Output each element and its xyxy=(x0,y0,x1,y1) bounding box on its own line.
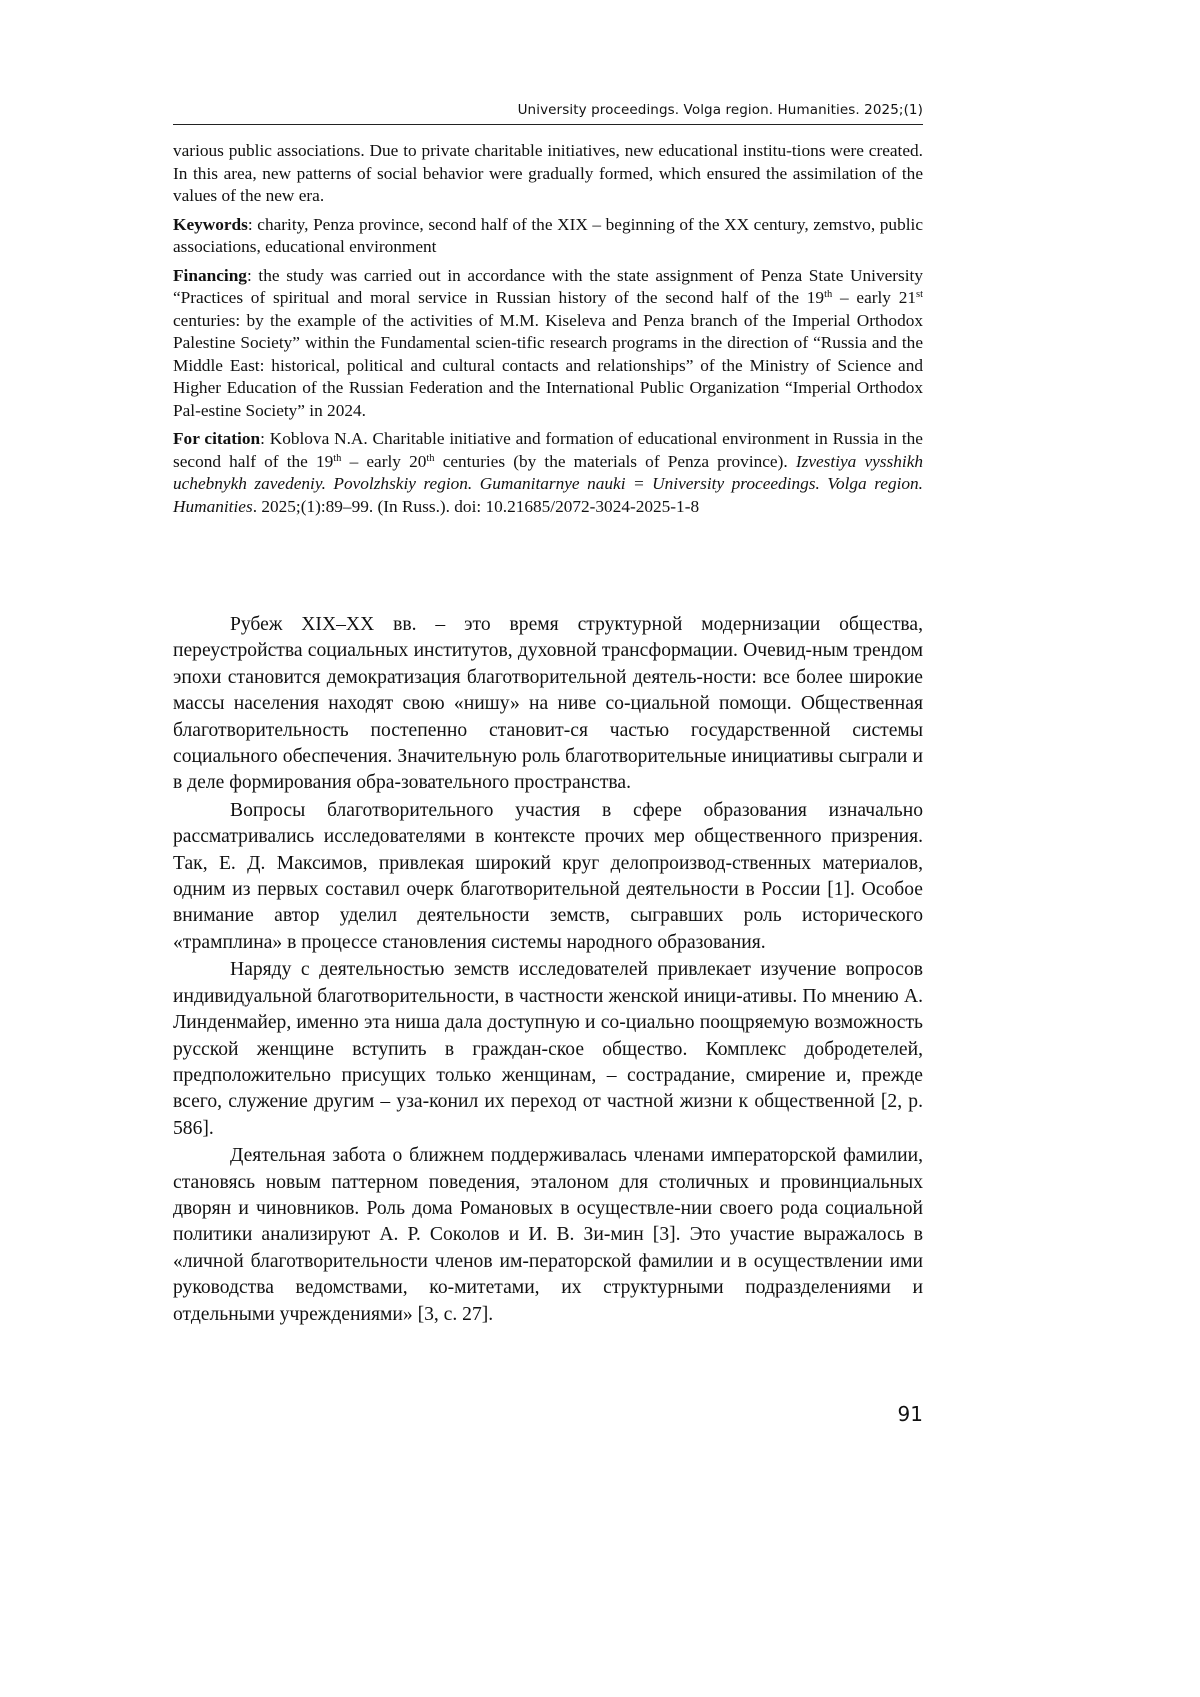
keywords-text: : charity, Penza province, second half of the XIX – beginning of the XX century, zemstvo, public associations, educational environment xyxy=(173,214,923,256)
journal-page xyxy=(173,0,923,1697)
financing-label: Financing xyxy=(173,265,247,285)
abstract-continuation: various public associations. Due to private charitable initiatives, new educational institu-tions were created. In this area, new patterns of social behavior were gradually formed, which ensured the assimilation of the values of the new era. xyxy=(173,141,923,205)
superscript: st xyxy=(916,289,924,300)
citation-text: – early 20 xyxy=(341,451,427,471)
superscript: th xyxy=(824,289,833,300)
body-paragraph: Деятельная забота о ближнем поддерживалась членами императорской фамилии, становясь новым паттерном поведения, эталоном для столичных и провинциальных дворян и чиновников. Роль дома Романовых в осуществле-нии своего рода социальной политики анализируют А. Р. Соколов и И. В. Зи-мин [3]. Это участие выражалось в «личной благотворительности членов им-ператорской фамилии и в осуществлении ими руководства ведомствами, ко-митетами, их структурными подразделениями и отдельными учреждениями» [3, с. 27]. xyxy=(173,1145,923,1325)
header-rule xyxy=(173,124,923,125)
superscript: th xyxy=(426,452,435,464)
financing-text: : the study was carried out in accordance with the state assignment of Penza State University “Practices of spiritual and moral service in Russian history of the second half of the 19 xyxy=(173,265,923,307)
body-paragraph: Рубеж XIX–XX вв. – это время структурной модернизации общества, переустройства социальных институтов, духовной трансформации. Очевид-ным трендом эпохи становится демократизация благотворительной деятель-ности: все более широкие массы населения находят свою «нишу» на ниве со-циальной помощи. Общественная благотворительность постепенно становит-ся частью государственной системы социального обеспечения. Значительную роль благотворительные инициативы сыграли и в деле формирования обра-зовательного пространства. xyxy=(173,614,923,794)
superscript: th xyxy=(333,452,342,464)
keywords-label: Keywords xyxy=(173,214,248,234)
citation-label: For citation xyxy=(173,429,261,448)
abstract-block xyxy=(173,140,923,524)
financing-text: centuries: by the example of the activities of M.M. Kiseleva and Penza branch of the Imperial Orthodox Palestine Society” within the Fundamental scien-tific research programs in the direction of “Russia and the Middle East: historical, political and cultural contacts and relationships” of the Ministry of Science and Higher Education of the Russian Federation and the International Public Organization “Imperial Orthodox Pal-estine Society” in 2024. xyxy=(173,310,923,420)
running-header: University proceedings. Volga region. Humanities. 2025;(1) xyxy=(517,102,923,118)
body-paragraph: Наряду с деятельностью земств исследователей привлекает изучение вопросов индивидуальной благотворительности, в частности женской иници-ативы. По мнению А. Линденмайер, именно эта ниша дала доступную и со-циально поощряемую возможность русской женщине вступить в граждан-ское общество. Комплекс добродетелей, предположительно присущих только женщинам, – сострадание, смирение и, прежде всего, служение другим – уза-конил их переход от частной жизни к общественной [2, р. 586]. xyxy=(173,959,923,1139)
financing-paragraph xyxy=(173,265,923,423)
citation-paragraph xyxy=(173,428,923,518)
citation-text: : Koblova N.A. Charitable initiative and formation of educational environment in Russia in the second half of the 19 xyxy=(173,429,923,471)
keywords-paragraph xyxy=(173,214,923,259)
financing-text: – early 21 xyxy=(832,288,916,307)
body-paragraph: Вопросы благотворительного участия в сфере образования изначально рассматривались исследователями в контексте прочих мер общественного призрения. Так, Е. Д. Максимов, привлекая широкий круг делопроизвод-ственных материалов, одним из первых составил очерк благотворительной деятельности в России [1]. Особое внимание автор уделил деятельности земств, сыгравших роль исторического «трамплина» в процессе становления системы народного образования. xyxy=(173,799,923,953)
citation-text: . 2025;(1):89–99. (In Russ.). doi: 10.21685/2072-3024-2025-1-8 xyxy=(252,496,700,516)
citation-journal-title: Izvestiya vysshikh uchebnykh zavedeniy. Povolzhskiy region. Gumanitarnye nauki = University proceedings. Volga region. Humanities xyxy=(173,451,924,516)
page-number: 91 xyxy=(897,1402,923,1426)
article-body xyxy=(173,612,923,1329)
citation-text: centuries (by the materials of Penza province). xyxy=(434,451,796,471)
